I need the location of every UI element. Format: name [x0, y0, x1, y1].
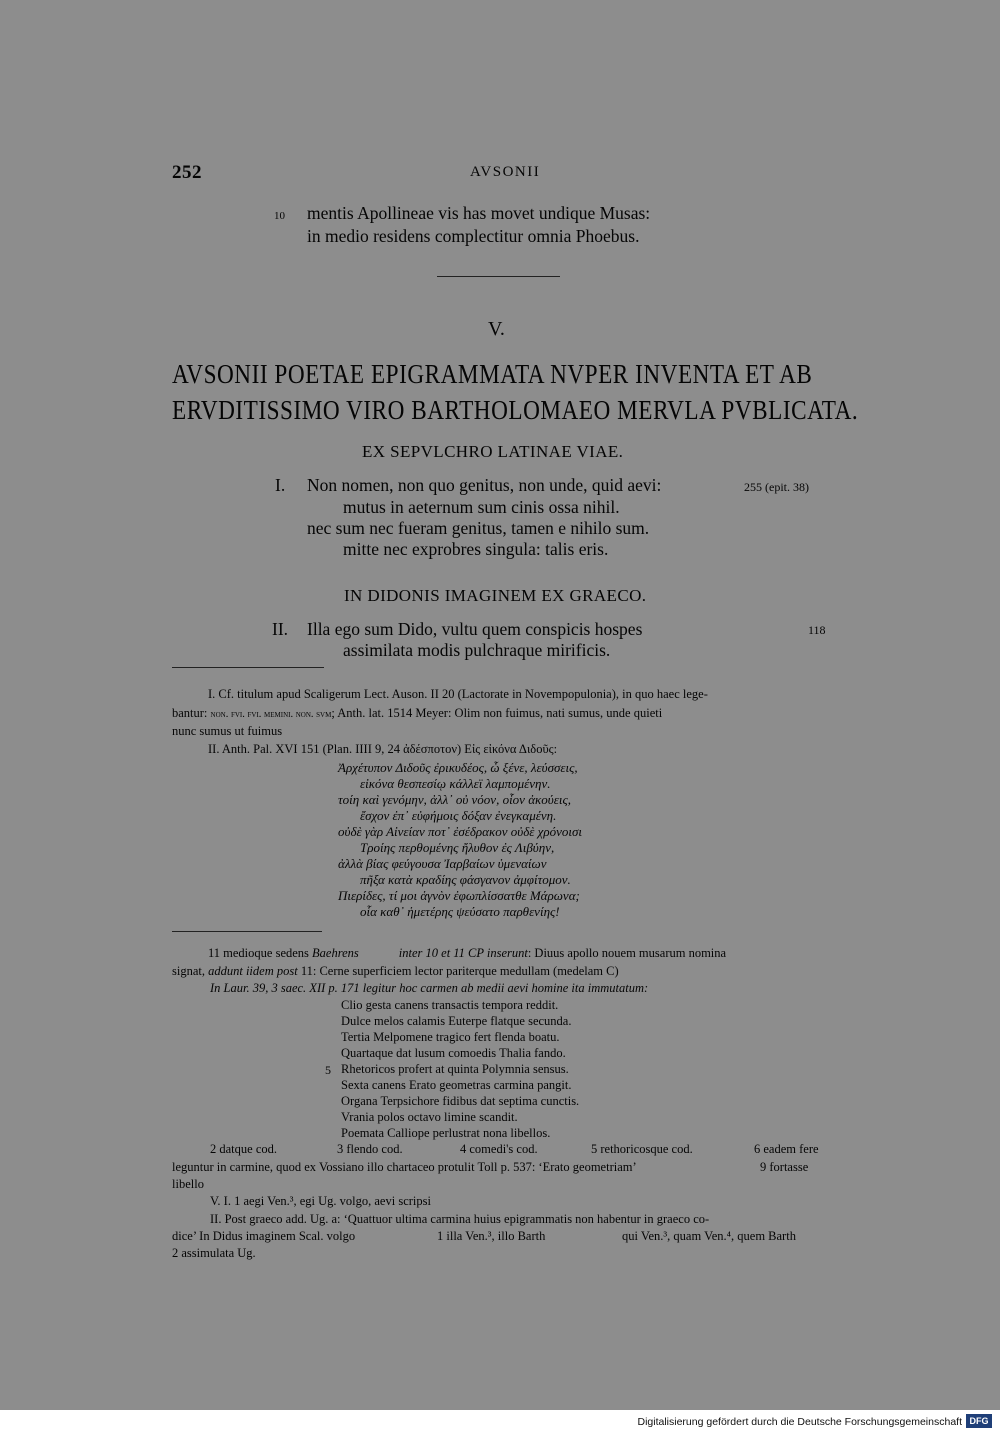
variant-note: 2 datque cod.: [210, 1142, 277, 1156]
note-line: II. Anth. Pal. XVI 151 (Plan. IIII 9, 24 ἀδέσποτον) Εἰς εἰκόνα Διδοῦς:: [208, 742, 558, 756]
apparatus-line: dice’ In Didus imaginem Scal. volgo: [172, 1229, 356, 1243]
greek-line: οὐδὲ γὰρ Αἰνείαν ποτ᾽ ἐσέδρακον οὐδὲ χρόνοισι: [338, 824, 582, 839]
separator-rule: [437, 276, 560, 277]
note-text: bantur:: [172, 706, 211, 720]
greek-line: οἷα καθ᾽ ἡμετέρης ψεύσατο παρθενίης!: [360, 904, 560, 919]
muses-line: Sexta canens Erato geometras carmina pangit.: [341, 1078, 572, 1092]
verse-line: in medio residens complectitur omnia Phoebus.: [307, 226, 640, 246]
funding-credit: Digitalisierung gefördert durch die Deutsche Forschungsgemeinschaft: [637, 1416, 962, 1428]
greek-line: ἔσχον ἐπ᾽ εὐφήμοις δόξαν ἐνεγκαμένη.: [360, 808, 557, 823]
verse-line: mitte nec exprobres singula: talis eris.: [343, 539, 609, 559]
variant-note: 6 eadem fere: [754, 1142, 819, 1156]
section-title-line: ERVDITISSIMO VIRO BARTHOLOMAEO MERVLA PVBLICATA.: [172, 395, 859, 425]
variant-note: leguntur in carmine, quod ex Vossiano illo chartaceo protulit Toll p. 537: ‘Erato geometriam’: [172, 1160, 637, 1174]
variant-note: 5 rethoricosque cod.: [591, 1142, 693, 1156]
verse-line: mutus in aeternum sum cinis ossa nihil.: [343, 497, 620, 517]
note-text: 11 medioque sedens: [208, 946, 313, 960]
apparatus-line: qui Ven.³, quam Ven.⁴, quem Barth: [622, 1229, 796, 1243]
greek-line: Πιερίδες, τί μοι ἁγνὸν ἐφωπλίσσατθε Μάρωνα;: [338, 888, 580, 903]
muses-line: Dulce melos calamis Euterpe flatque secunda.: [341, 1014, 572, 1028]
muses-line: Poemata Calliope perlustrat nona libellos.: [341, 1126, 551, 1140]
poem-reference: 118: [808, 623, 826, 637]
muses-line: Rhetoricos profert at quinta Polymnia sensus.: [341, 1062, 569, 1076]
note-line: nunc sumus ut fuimus: [172, 724, 283, 738]
poem-numeral: I.: [275, 475, 286, 495]
variant-note: libello: [172, 1177, 204, 1191]
greek-line: Τροίης περθομένης ἤλυθον ἐς Λιβύην,: [360, 840, 555, 855]
variant-note: 3 flendo cod.: [337, 1142, 403, 1156]
variant-note: 9 fortasse: [760, 1160, 809, 1174]
inscription-text: non. fvi. fvi. memini. non. svm: [210, 709, 332, 720]
page-number: 252: [172, 162, 202, 183]
muses-line: Vrania polos octavo limine scandit.: [341, 1110, 518, 1124]
muses-line: Clio gesta canens transactis tempora reddit.: [341, 998, 559, 1012]
section-title-line: AVSONII POETAE EPIGRAMMATA NVPER INVENTA ET AB: [172, 359, 813, 389]
note-line: I. Cf. titulum apud Scaligerum Lect. Auson. II 20 (Lactorate in Novempopulonia), in quo haec lege-: [208, 687, 708, 701]
dfg-logo-icon: DFG: [966, 1414, 992, 1428]
note-text: signat,: [172, 964, 209, 978]
variant-note: 4 comedi's cod.: [460, 1142, 538, 1156]
muses-line: Organa Terpsichore fidibus dat septima cunctis.: [341, 1094, 580, 1108]
greek-line: εἰκόνα θεσπεσίῳ κάλλεϊ λαμπομένην.: [360, 776, 551, 791]
greek-line: ἀλλὰ βίας φεύγουσα Ἰαρβαίων ὑμεναίων: [338, 856, 547, 871]
apparatus-line: 2 assimulata Ug.: [172, 1246, 256, 1260]
note-italic: inter 10 et 11 CP inserunt: [398, 946, 528, 960]
line-number: 5: [325, 1063, 331, 1077]
greek-line: Ἀρχέτυπον Διδοῦς ἐρικυδέος, ὦ ξένε, λεύσσεις,: [338, 760, 578, 775]
verse-line: nec sum nec fueram genitus, tamen e nihilo sum.: [307, 518, 650, 538]
verse-line: Non nomen, non quo genitus, non unde, quid aevi:: [307, 475, 662, 495]
note-line: [172, 964, 619, 979]
muses-line: Quartaque dat lusum comoedis Thalia fando.: [341, 1046, 566, 1060]
note-text: : Diuus apollo nouem musarum nomina: [527, 946, 727, 960]
poem-heading: IN DIDONIS IMAGINEM EX GRAECO.: [344, 586, 647, 605]
verse-line: Illa ego sum Dido, vultu quem conspicis hospes: [307, 619, 643, 639]
verse-line: assimilata modis pulchraque mirificis.: [343, 640, 611, 660]
apparatus-line: 1 illa Ven.³, illo Barth: [437, 1229, 546, 1243]
apparatus-line: V. I. 1 aegi Ven.³, egi Ug. volgo, aevi scripsi: [210, 1194, 431, 1208]
note-line: [208, 946, 726, 961]
poem-heading: EX SEPVLCHRO LATINAE VIAE.: [362, 442, 624, 461]
poem-reference: 255 (epit. 38): [744, 480, 809, 494]
muses-line: Tertia Melpomene tragico fert flenda boatu.: [341, 1030, 560, 1044]
note-italic: addunt iidem post: [208, 964, 298, 978]
note-line: [172, 706, 662, 721]
note-text: ; Anth. lat. 1514 Meyer: Olim non fuimus, nati sumus, unde quieti: [331, 706, 663, 720]
greek-line: πῆξα κατὰ κραδίης φάσγανον ἀμφίτομον.: [360, 872, 571, 887]
note-text: 11: Cerne superficiem lector pariterque medullam (medelam C): [297, 964, 619, 978]
running-title: AVSONII: [470, 164, 541, 180]
line-number: 10: [274, 210, 285, 222]
greek-line: τοίη καὶ γενόμην, ἀλλ᾽ οὐ νόον, οἷον ἀκούεις,: [338, 792, 571, 807]
apparatus-line: II. Post graeco add. Ug. a: ‘Quattuor ultima carmina huius epigrammatis non habentur in graeco co-: [210, 1212, 710, 1226]
footnote-rule: [172, 931, 322, 932]
verse-line: mentis Apollineae vis has movet undique Musas:: [307, 203, 651, 223]
section-numeral: V.: [488, 318, 505, 340]
note-italic: Baehrens: [312, 946, 359, 960]
footnote-rule: [172, 667, 324, 668]
poem-numeral: II.: [272, 619, 289, 639]
note-line: In Laur. 39, 3 saec. XII p. 171 legitur hoc carmen ab medii aevi homine ita immutatum:: [210, 981, 649, 995]
